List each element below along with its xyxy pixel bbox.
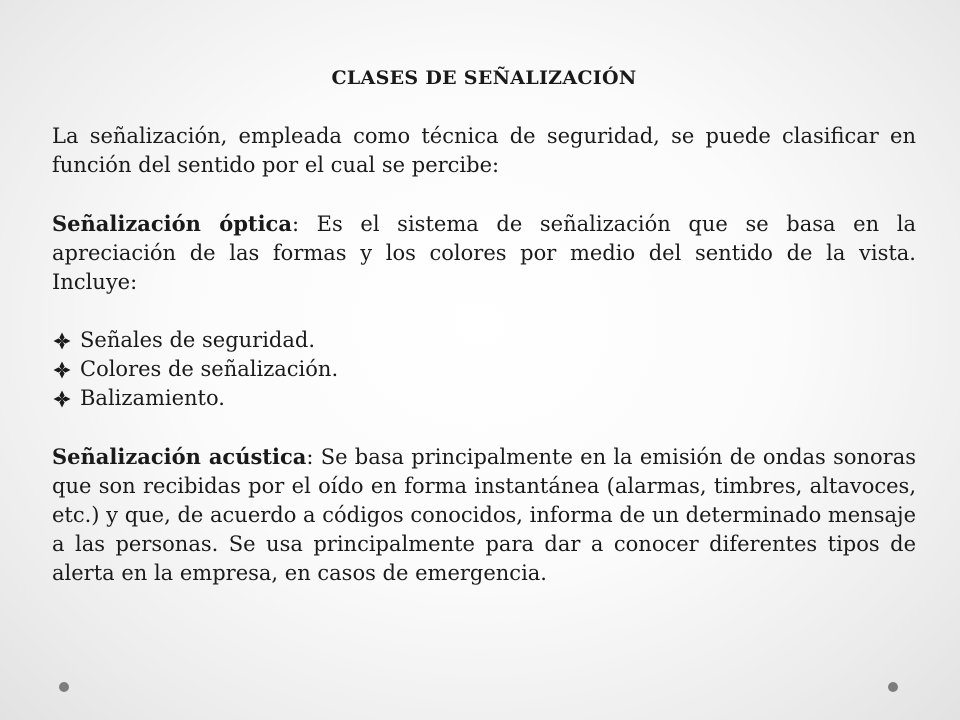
diamond-bullet-icon (52, 331, 72, 351)
list-item-text: Balizamiento. (80, 386, 225, 410)
intro-paragraph: La señalización, empleada como técnica de seguridad, se puede clasificar en función del sentido por el cual se percibe: (52, 124, 916, 177)
list-item-text: Colores de señalización. (80, 357, 339, 381)
list-item-text: Señales de seguridad. (80, 328, 316, 352)
optica-term: Señalización óptica (52, 211, 292, 236)
spacer (52, 180, 916, 209)
optica-text: : Es el sistema de señalización que se basa en la apreciación de las formas y los colores por medio del sentido de la vista. Incluye: (52, 212, 916, 294)
optica-paragraph (52, 209, 916, 297)
slide-title: CLASES DE SEÑALIZACIÓN (331, 67, 637, 89)
slide-content (52, 64, 916, 588)
list-item (52, 326, 916, 355)
spacer (52, 413, 916, 442)
spacer (52, 297, 916, 326)
list-item (52, 384, 916, 413)
acustica-paragraph (52, 442, 916, 588)
acustica-term: Señalización acústica (52, 444, 307, 469)
list-item (52, 355, 916, 384)
decorative-dot-left (59, 682, 69, 692)
optica-list (52, 326, 916, 413)
decorative-dot-right (888, 682, 898, 692)
diamond-bullet-icon (52, 389, 72, 409)
acustica-text: : Se basa principalmente en la emisión de ondas sonoras que son recibidas por el oído en forma instantánea (alarmas, timbres, altavoces, etc.) y que, de acuerdo a códigos conocidos, informa de un determinado mensaje a las personas. Se usa principalmente para dar a conocer diferentes tipos de alerta en la empresa, en casos de emergencia. (52, 445, 916, 585)
diamond-bullet-icon (52, 360, 72, 380)
